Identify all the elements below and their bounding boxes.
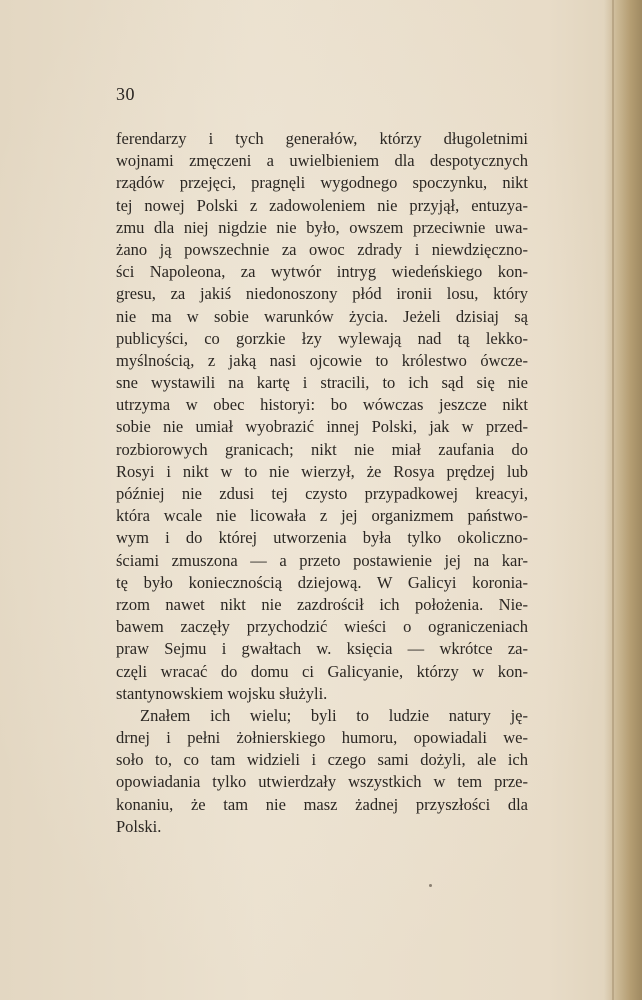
text-line: drnej i pełni żołnierskiego humoru, opowiadali we- [116, 728, 528, 748]
text-line: bawem zaczęły przychodzić wieści o ograniczeniach [116, 617, 528, 637]
text-line: tę było koniecznością dziejową. W Galicyi koronia- [116, 572, 528, 592]
text-line: sobie nie umiał wyobrazić innej Polski, jak w przed- [116, 417, 528, 437]
text-line: gresu, za jakiś niedonoszony płód ironii losu, który [116, 284, 528, 304]
text-line: utrzyma w obec historyi: bo wówczas jeszcze nikt [116, 395, 528, 415]
text-line: publicyści, co gorzkie łzy wylewają nad tą lekko- [116, 328, 528, 348]
text-line: sne wystawili na kartę i stracili, to ich sąd się nie [116, 373, 528, 393]
text-line: ści Napoleona, za wytwór intryg wiedeńskiego kon- [116, 262, 528, 282]
text-line: rzom nawet nikt nie zazdrościł ich położenia. Nie- [116, 594, 528, 614]
text-line: wym i do której utworzenia była tylko okoliczno- [116, 528, 528, 548]
paragraph [116, 705, 528, 838]
text-line: rozbiorowych granicach; nikt nie miał zaufania do [116, 439, 528, 459]
text-line: opowiadania tylko utwierdzały wszystkich w tem prze- [116, 772, 528, 792]
text-line: soło to, co tam widzieli i czego sami dożyli, ale ich [116, 750, 528, 770]
page-edge-line [612, 0, 614, 1000]
text-line: żano ją powszechnie za owoc zdrady i niewdzięczno- [116, 239, 528, 259]
text-line: myślnością, z jaką nasi ojcowie to królestwo ówcze- [116, 350, 528, 370]
text-line: później nie zdusi tej czysto przypadkowej kreacyi, [116, 484, 528, 503]
text-line: konaniu, że tam nie masz żadnej przyszłości dla [116, 794, 528, 814]
text-line: Znałem ich wielu; byli to ludzie natury ję- [140, 705, 528, 725]
text-line: Rosyi i nikt w to nie wierzył, że Rosya prędzej lub [116, 461, 528, 481]
text-line: wojnami zmęczeni a uwielbieniem dla despotycznych [116, 151, 528, 171]
text-line: rządów przejęci, pragnęli wygodnego spoczynku, nikt [116, 173, 528, 193]
ink-speck [429, 884, 432, 887]
text-line: stantynowskiem wojsku służyli. [116, 683, 328, 703]
page-number: 30 [116, 84, 135, 104]
text-line: zmu dla niej nigdzie nie było, owszem przeciwnie uwa- [116, 217, 528, 237]
text-line: ferendarzy i tych generałów, którzy długoletnimi [116, 129, 528, 148]
text-line: ściami zmuszona — a przeto postawienie jej na kar- [116, 550, 528, 570]
paragraph [116, 128, 528, 705]
text-line: praw Sejmu i gwałtach w. księcia — wkrótce za- [116, 639, 528, 659]
page-gutter-shadow [604, 0, 642, 1000]
body-text [116, 128, 528, 838]
text-line: nie ma w sobie warunków życia. Jeżeli dzisiaj są [116, 306, 528, 326]
text-line: która wcale nie licowała z jej organizmem państwo- [116, 506, 528, 526]
text-line: częli wracać do domu ci Galicyanie, którzy w kon- [116, 661, 528, 681]
text-line: Polski. [116, 816, 162, 836]
paragraph-container [116, 128, 528, 838]
text-line: tej nowej Polski z zadowoleniem nie przyjął, entuzya- [116, 195, 528, 215]
